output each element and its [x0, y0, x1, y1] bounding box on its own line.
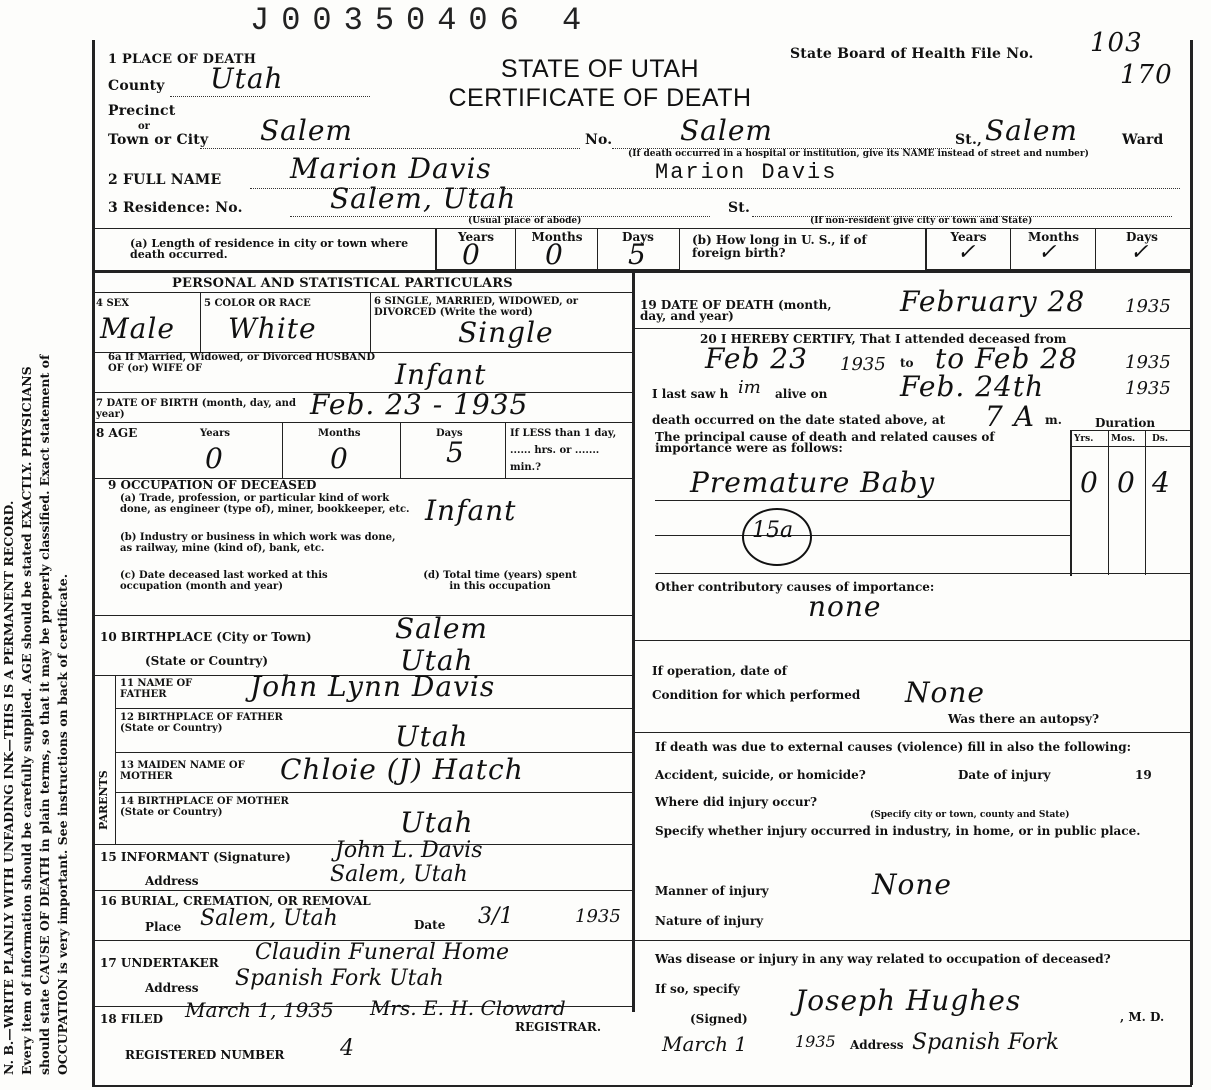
spouse-value: Infant [395, 358, 487, 391]
us-days-check: ✓ [1130, 240, 1149, 265]
mos-label: Mos. [1111, 434, 1136, 444]
section-divider [92, 270, 1192, 273]
age-days-value: 5 [446, 436, 465, 469]
bottom-border [92, 1085, 1192, 1087]
sex-label: 4 SEX [96, 298, 130, 309]
title-certificate: CERTIFICATE OF DEATH [448, 84, 752, 112]
signed-label: (Signed) [690, 1012, 748, 1026]
birthplace-state-label: (State or Country) [145, 654, 269, 668]
burial-year: 1935 [575, 906, 621, 927]
m-label: m. [1045, 413, 1062, 427]
cause-value: Premature Baby [690, 466, 936, 499]
usual-note: (Usual place of abode) [468, 216, 582, 226]
us-months-check: ✓ [1038, 240, 1057, 265]
age-months-label: Months [318, 428, 361, 439]
manner-label: Manner of injury [655, 884, 769, 898]
registered-number-label: REGISTERED NUMBER [125, 1048, 285, 1062]
occupation-value: Infant [425, 494, 517, 527]
condition-label: Condition for which performed [652, 688, 861, 702]
undertaker-address: Spanish Fork Utah [235, 966, 444, 991]
father-bp-value: Utah [395, 720, 469, 753]
physician-address-label: Address [850, 1038, 904, 1052]
dod-label: 19 DATE OF DEATH (month, day, and year) [640, 298, 832, 323]
marital-value: Single [458, 316, 554, 349]
external-label: If death was due to external causes (violence) fill in also the following: [655, 740, 1132, 754]
informant-label: 15 INFORMANT (Signature) [100, 850, 291, 864]
duration-label: Duration [1095, 416, 1156, 430]
residence-st-label: St. [728, 200, 751, 216]
length-div-2 [597, 228, 598, 270]
undertaker-name: Claudin Funeral Home [255, 940, 510, 965]
res-days: 5 [628, 238, 647, 271]
age-div-2 [400, 423, 401, 478]
age-label: 8 AGE [96, 426, 138, 440]
occurred-time: 7 A [985, 400, 1035, 433]
dob-label: 7 DATE OF BIRTH (month, day, and year) [96, 398, 296, 420]
last-saw-mid: im [738, 377, 761, 398]
cause-years: 0 [1080, 466, 1099, 499]
side-note-1: N. B.—WRITE PLAINLY WITH UNFADING INK—THIS IS A PERMANENT RECORD. [1, 500, 16, 1075]
cause-line-1 [655, 500, 1070, 501]
operation-label: If operation, date of [652, 664, 787, 678]
age-div-3 [505, 423, 506, 478]
row-line-13 [115, 792, 632, 793]
length-label: (a) Length of residence in city or town where death occurred. [130, 237, 409, 261]
mother-bp-label: 14 BIRTHPLACE OF MOTHER (State or Country) [120, 796, 289, 818]
autopsy-label: Was there an autopsy? [948, 712, 1100, 726]
physician-signature: Joseph Hughes [795, 984, 1022, 1017]
where-label: Where did injury occur? [655, 795, 818, 809]
row-line-19 [632, 328, 1192, 329]
years-label: Years [457, 230, 494, 244]
informant-address-label: Address [145, 874, 199, 888]
ward-label: Ward [1122, 132, 1164, 148]
father-label: 11 NAME OF FATHER [120, 678, 193, 700]
color-label: 5 COLOR OR RACE [204, 298, 311, 309]
us-div-1 [1010, 228, 1011, 270]
physician-address: Spanish Fork [912, 1030, 1060, 1055]
town-line [200, 148, 580, 149]
st-label: St., [955, 132, 983, 148]
cause-line-2 [655, 535, 1070, 536]
dob-value: Feb. 23 - 1935 [310, 388, 529, 421]
dod-value: February 28 [900, 285, 1086, 318]
last-saw-year: 1935 [1125, 378, 1171, 399]
other-causes-label: Other contributory causes of importance: [655, 580, 935, 594]
occupation-a-label: (a) Trade, profession, or particular kind of work done, as engineer (type of), miner, bookkeeper, etc. [120, 493, 410, 515]
cause-label: The principal cause of death and related causes of importance were as follows: [655, 430, 995, 455]
column-divider [632, 272, 635, 1012]
occupation-c-label: (c) Date deceased last worked at this occupation (month and year) [120, 570, 328, 592]
county-label: County [108, 78, 165, 94]
county-line [170, 96, 370, 97]
filed-registrar: Mrs. E. H. Cloward [370, 996, 566, 1020]
months-label: Months [531, 230, 583, 244]
side-note-4: OCCUPATION is very important. See instructions on back of certificate. [55, 573, 70, 1075]
accident-label: Accident, suicide, or homicide? [655, 768, 866, 782]
occupation-b-label: (b) Industry or business in which work was done, as railway, mine (kind of), bank, etc. [120, 532, 396, 554]
precinct-label: Precinct [108, 103, 176, 119]
duration-div-2 [1145, 430, 1146, 575]
row-line-injury [632, 940, 1192, 941]
age-years-label: Years [200, 428, 231, 439]
registrar-label: REGISTRAR. [515, 1020, 602, 1034]
title-state: STATE OF UTAH [500, 55, 700, 83]
duration-div-1 [1108, 430, 1109, 575]
spouse-label: 6a If Married, Widowed, or Divorced HUSBAND OF (or) WIFE OF [108, 352, 376, 374]
sex-div [200, 293, 201, 353]
burial-place-label: Place [145, 920, 182, 934]
row-line-other [632, 640, 1192, 641]
us-days-label: Days [1126, 230, 1158, 244]
burial-date: 3/1 [478, 904, 514, 929]
side-note-3: should state CAUSE OF DEATH in plain terms, so that it may be properly classified. Exact statement of [37, 354, 52, 1075]
injury-year-label: 19 [1135, 768, 1152, 782]
father-bp-label: 12 BIRTHPLACE OF FATHER (State or Country) [120, 712, 283, 734]
informant-signature: John L. Davis [335, 838, 483, 863]
cause-days: 4 [1152, 466, 1171, 499]
ds-label: Ds. [1152, 434, 1169, 444]
hospital-note: (If death occurred in a hospital or institution, give its NAME instead of street and number) [628, 149, 1089, 159]
yrs-label: Yrs. [1074, 434, 1094, 444]
mother-label: 13 MAIDEN NAME OF MOTHER [120, 760, 245, 782]
last-saw-label: I last saw h [652, 387, 729, 401]
certify-label: 20 I HEREBY CERTIFY, That I attended deceased from [700, 332, 1067, 346]
birthplace-state: Utah [400, 644, 474, 677]
res-months: 0 [545, 238, 564, 271]
age-days-label: Days [436, 428, 463, 439]
row-line-7 [92, 422, 632, 423]
mother-value: Chloie (J) Hatch [280, 753, 524, 786]
burial-label: 16 BURIAL, CREMATION, OR REMOVAL [100, 894, 371, 908]
file-stamp: J00350406 4 [250, 2, 594, 39]
or-label: or [138, 121, 150, 132]
residence-label: 3 Residence: No. [108, 200, 243, 216]
if-so-label: If so, specify [655, 982, 740, 996]
marital-label: 6 SINGLE, MARRIED, WIDOWED, or DIVORCED (Write the word) [374, 296, 579, 318]
row-line-operation [632, 732, 1192, 733]
personal-header: PERSONAL AND STATISTICAL PARTICULARS [172, 276, 513, 291]
other-causes-value: none [808, 590, 882, 623]
cause-line-3 [655, 573, 1190, 574]
sex-value: Male [100, 312, 175, 345]
row-line-15 [92, 890, 632, 891]
residence-value: Salem, Utah [330, 182, 517, 215]
specify-note: (Specify city or town, county and State) [870, 810, 1070, 820]
last-saw-date: Feb. 24th [900, 370, 1045, 403]
full-name-typed: Marion Davis [655, 160, 838, 185]
us-div-2 [1095, 228, 1096, 270]
side-note-2: Every item of information should be carefully supplied. AGE should be stated EXACTLY. PHYSICIANS [19, 366, 34, 1075]
from-date: Feb 23 [705, 342, 808, 375]
to-date: to Feb 28 [935, 342, 1078, 375]
less-label: If LESS than 1 day, ...... hrs. or ....... min.? [510, 428, 617, 473]
age-months-value: 0 [330, 442, 349, 475]
full-name-handwritten: Marion Davis [290, 152, 492, 185]
disease-label: Was disease or injury in any way related to occupation of deceased? [655, 952, 1111, 966]
row-line-9 [92, 615, 632, 616]
parents-div [115, 676, 116, 844]
from-year: 1935 [840, 354, 886, 375]
st-value: Salem [985, 114, 1078, 147]
age-div-1 [282, 423, 283, 478]
row-line-11 [115, 708, 632, 709]
no-label: No. [585, 132, 613, 148]
father-value: John Lynn Davis [250, 670, 496, 703]
place-of-death-label: 1 PLACE OF DEATH [108, 52, 257, 67]
manner-value: None [872, 868, 952, 901]
filed-label: 18 FILED [100, 1012, 163, 1026]
occupation-label: 9 OCCUPATION OF DECEASED [108, 478, 317, 492]
days-label: Days [622, 230, 654, 244]
age-years-value: 0 [205, 442, 224, 475]
burial-place: Salem, Utah [200, 906, 338, 931]
parents-side-label: PARENTS [97, 770, 110, 830]
occurred-label: death occurred on the date stated above, at [652, 413, 946, 427]
burial-date-label: Date [414, 918, 446, 932]
left-border [92, 40, 95, 1085]
us-label: (b) How long in U. S., if of foreign birth? [692, 233, 867, 260]
industry-label: Specify whether injury occurred in industry, in home, or in public place. [655, 824, 1141, 838]
full-name-label: 2 FULL NAME [108, 172, 222, 188]
alive-on-label: alive on [775, 387, 828, 401]
to-label: to [900, 356, 914, 370]
us-years-label: Years [950, 230, 987, 244]
filed-date: March 1, 1935 [185, 998, 334, 1022]
file-no-1: 103 [1090, 28, 1143, 58]
registered-number: 4 [340, 1036, 354, 1061]
birthplace-city: Salem [395, 612, 488, 645]
file-no-2: 170 [1120, 60, 1173, 90]
personal-header-line [92, 292, 632, 293]
color-value: White [228, 312, 317, 345]
nature-label: Nature of injury [655, 914, 764, 928]
md-label: , M. D. [1120, 1010, 1165, 1024]
us-years-check: ✓ [957, 240, 976, 265]
length-div-1 [515, 228, 516, 270]
operation-value: None [905, 676, 985, 709]
town-value: Salem [260, 114, 353, 147]
undertaker-label: 17 UNDERTAKER [100, 956, 219, 970]
town-label: Town or City [108, 132, 209, 148]
nonres-note: (If non-resident give city or town and State) [810, 216, 1033, 226]
color-div [370, 293, 371, 353]
duration-head-line [1070, 446, 1190, 447]
occupation-d-label: (d) Total time (years) spent in this occupation [423, 570, 577, 592]
informant-address: Salem, Utah [330, 862, 468, 887]
cause-months: 0 [1117, 466, 1136, 499]
to-year: 1935 [1125, 352, 1171, 373]
injury-date-label: Date of injury [958, 768, 1051, 782]
undertaker-address-label: Address [145, 981, 199, 995]
res-years: 0 [462, 238, 481, 271]
signed-date: March 1 [662, 1032, 748, 1056]
signed-year: 1935 [795, 1032, 836, 1051]
duration-table [1070, 430, 1192, 576]
classification-code: 15a [752, 518, 794, 543]
birthplace-label: 10 BIRTHPLACE (City or Town) [100, 630, 312, 644]
county-value: Utah [210, 62, 284, 95]
dod-year: 1935 [1125, 296, 1171, 317]
us-months-label: Months [1027, 230, 1080, 244]
no-value: Salem [680, 114, 773, 147]
state-board-label: State Board of Health File No. [790, 46, 1034, 62]
mother-bp-value: Utah [400, 806, 474, 839]
